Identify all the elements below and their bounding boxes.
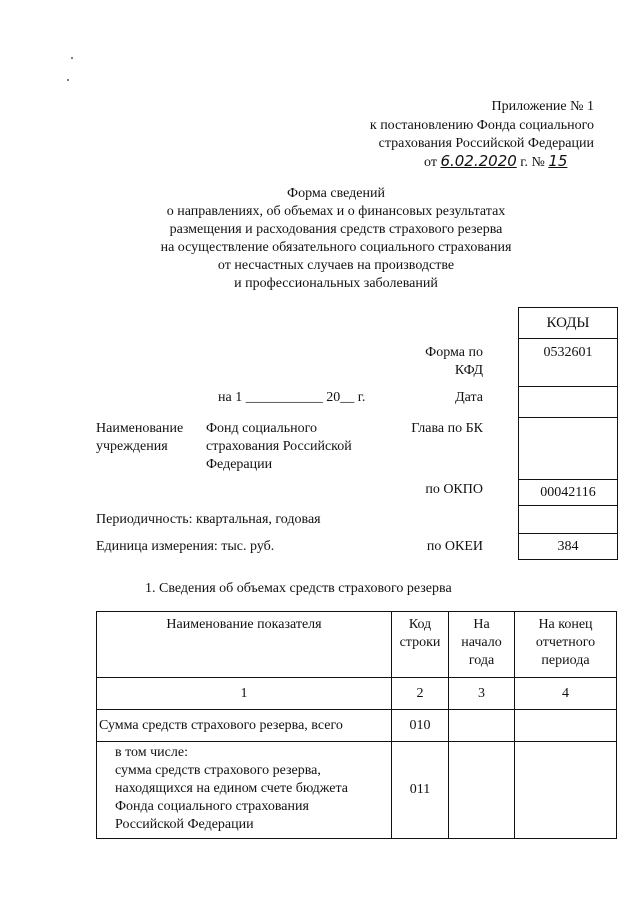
org-name-line: Фонд социального	[206, 421, 317, 436]
title-line: и профессиональных заболеваний	[234, 276, 438, 291]
row-code: 010	[392, 710, 449, 742]
org-label	[96, 420, 183, 456]
appendix-line-2: к постановлению Фонда социального	[369, 118, 594, 133]
row-name: в том числе: сумма средств страхового резерва, находящихся на едином счете бюджета Фонда социального страхования Российской Федерации	[97, 742, 392, 839]
date-label: Дата	[455, 390, 483, 405]
table-column-numbers-row	[97, 678, 617, 710]
okei-label: по ОКЕИ	[426, 539, 483, 554]
header-period-start: На начало года	[449, 612, 515, 678]
title-line: о направлениях, об объемах и о финансовых результатах	[166, 204, 506, 219]
section-1-title: 1. Сведения об объемах средств страхового резерва	[145, 581, 452, 596]
form-code-cell: 0532601	[519, 339, 617, 387]
handwritten-number: 15	[548, 152, 568, 170]
title-line: на осуществление обязательного социального страхования	[160, 240, 512, 255]
column-number: 4	[515, 678, 617, 710]
column-number: 3	[449, 678, 515, 710]
header-indicator-name: Наименование показателя	[97, 612, 392, 678]
form-label-2: КФД	[454, 363, 483, 378]
year-suffix: г.	[520, 155, 528, 170]
column-number: 2	[392, 678, 449, 710]
number-label: №	[531, 155, 545, 170]
row-value-start	[449, 710, 515, 742]
org-name-line: страхования Российской	[206, 439, 352, 454]
okpo-code-cell: 00042116	[519, 480, 617, 506]
report-date-line: на 1 ___________ 20__ г.	[218, 390, 366, 405]
row-value-end	[515, 742, 617, 839]
form-title	[96, 185, 576, 293]
org-label-line: учреждения	[96, 439, 168, 454]
okei-code-cell: 384	[519, 534, 617, 560]
row-name: Сумма средств страхового резерва, всего	[97, 710, 392, 742]
okpo-label: по ОКПО	[425, 482, 483, 497]
title-line: размещения и расходования средств страхового резерва	[169, 222, 503, 237]
bk-code-cell	[519, 418, 617, 480]
form-label-1: Форма по	[425, 345, 483, 360]
scan-speck	[67, 79, 69, 81]
org-label-line: Наименование	[96, 421, 184, 436]
appendix-line-1: Приложение № 1	[491, 99, 594, 114]
periodicity-code-cell	[519, 506, 617, 534]
row-value-end	[515, 710, 617, 742]
date-code-cell	[519, 387, 617, 418]
codes-title: КОДЫ	[519, 308, 617, 339]
title-line: Форма сведений	[287, 186, 385, 201]
table-header-row	[97, 612, 617, 678]
title-line: от несчастных случаев на производстве	[217, 258, 455, 273]
org-name-line: Федерации	[206, 457, 273, 472]
row-code: 011	[392, 742, 449, 839]
column-number: 1	[97, 678, 392, 710]
scan-speck	[71, 57, 73, 59]
appendix-date-line	[424, 152, 578, 172]
codes-column	[518, 307, 618, 560]
table-row	[97, 710, 617, 742]
table-row	[97, 742, 617, 839]
reserve-volume-table	[96, 611, 617, 839]
header-row-code: Код строки	[392, 612, 449, 678]
appendix-line-3: страхования Российской Федерации	[378, 136, 594, 151]
header-period-end: На конец отчетного периода	[515, 612, 617, 678]
unit: Единица измерения: тыс. руб.	[96, 539, 275, 554]
org-name	[206, 420, 352, 474]
bk-label: Глава по БК	[411, 421, 483, 436]
handwritten-date: 6.02.2020	[440, 152, 517, 170]
periodicity: Периодичность: квартальная, годовая	[96, 512, 321, 527]
from-label: от	[424, 155, 437, 170]
row-value-start	[449, 742, 515, 839]
